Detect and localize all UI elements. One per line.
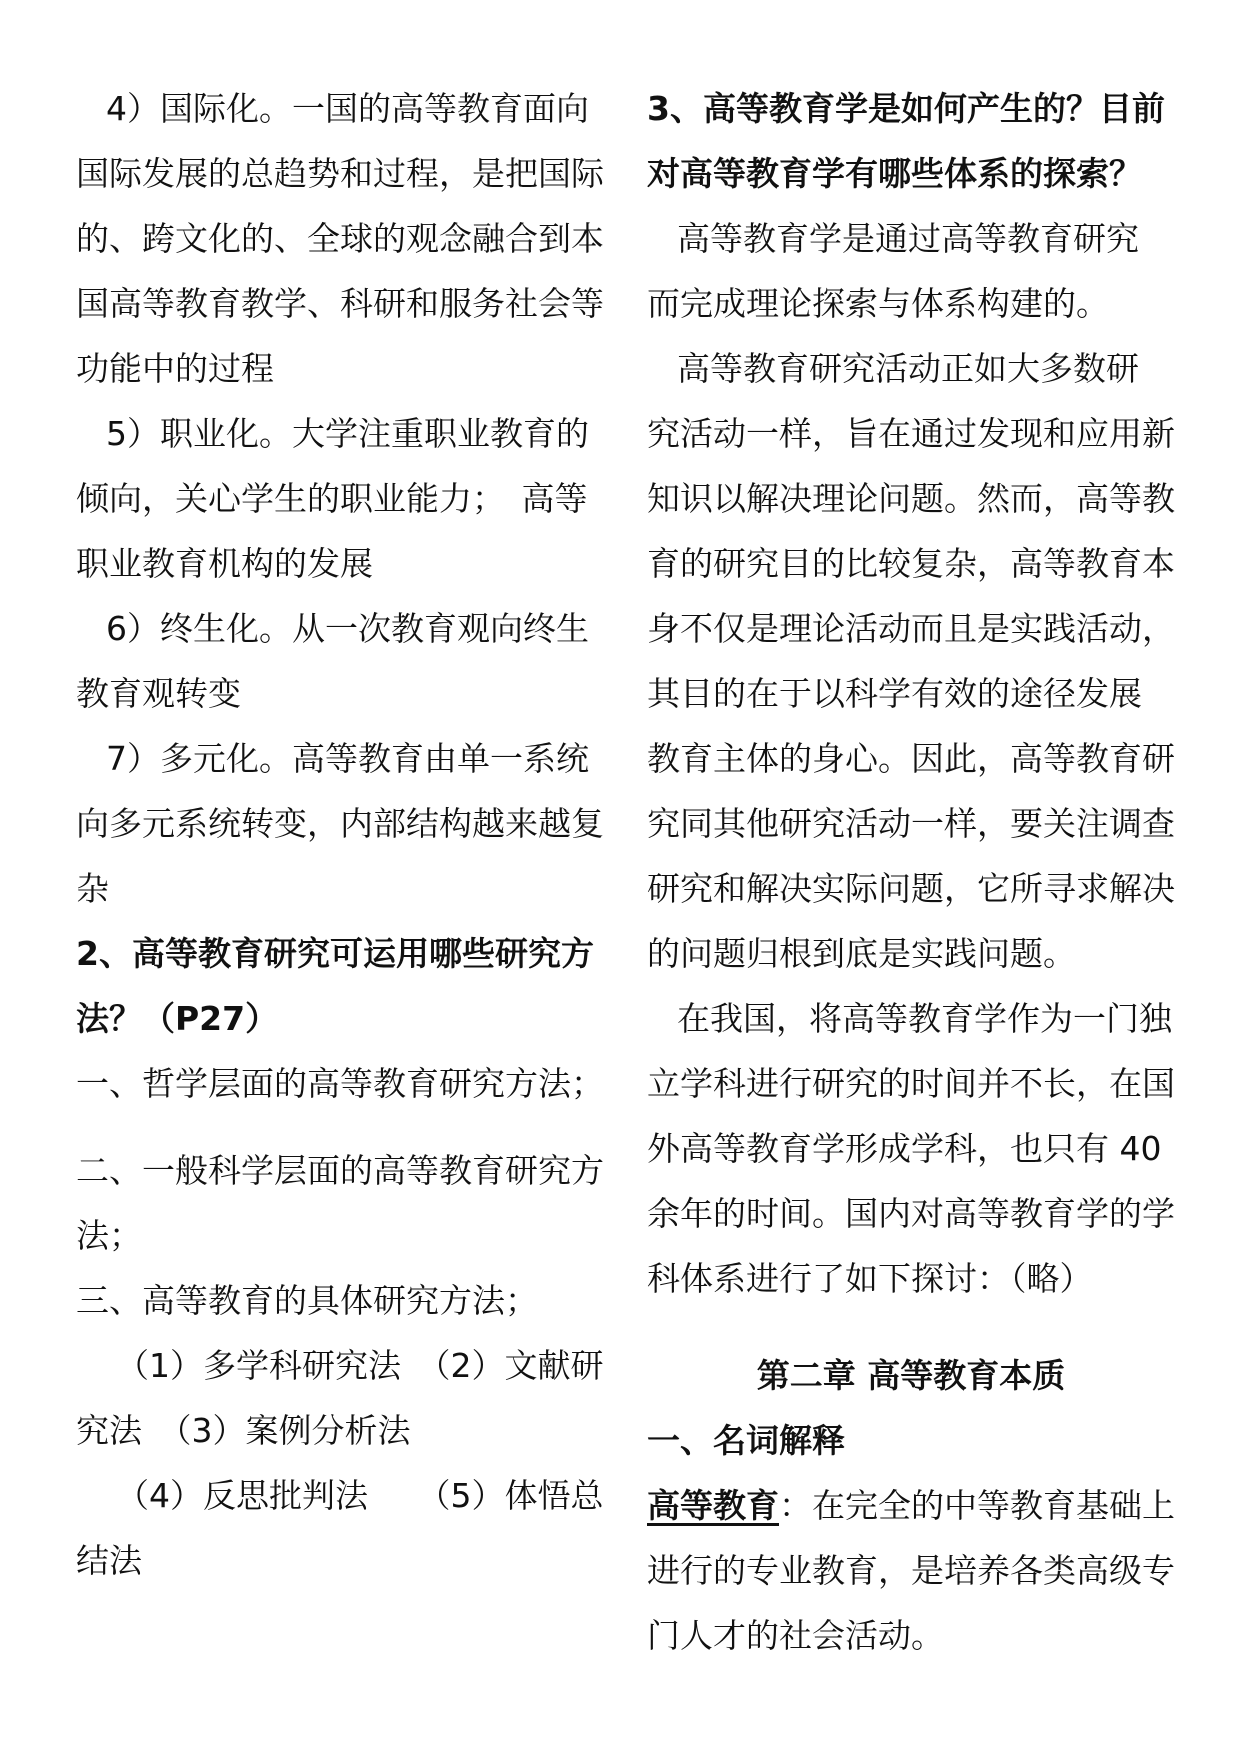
question-2-heading-line-2: 法？（P27） xyxy=(76,999,279,1038)
method-list-line-3: （4）反思批判法 （5）体悟总 xyxy=(116,1476,604,1515)
answer-3-p2-line-7: 教育主体的身心。因此，高等教育研 xyxy=(647,739,1175,778)
answer-3-p1-line-2: 而完成理论探索与体系构建的。 xyxy=(647,284,1109,323)
definition-line-3: 门人才的社会活动。 xyxy=(647,1616,944,1655)
paragraph-internationalization-line-1: 4）国际化。一国的高等教育面向 xyxy=(106,89,589,128)
section-heading: 一、名词解释 xyxy=(647,1421,845,1460)
answer-3-p3-line-4: 余年的时间。国内对高等教育学的学 xyxy=(647,1194,1175,1233)
method-list-line-2: 究法 （3）案例分析法 xyxy=(76,1411,411,1450)
question-2-heading-line-1: 2、高等教育研究可运用哪些研究方 xyxy=(76,934,594,973)
spacer xyxy=(647,1311,1175,1343)
method-general-science-line-1: 二、一般科学层面的高等教育研究方 xyxy=(76,1151,604,1190)
answer-3-p2-line-10: 的问题归根到底是实践问题。 xyxy=(647,934,1076,973)
paragraph-internationalization-line-2: 国际发展的总趋势和过程，是把国际 xyxy=(76,154,604,193)
question-3-heading-line-1: 3、高等教育学是如何产生的？目前 xyxy=(647,89,1165,128)
question-3-heading-line-2: 对高等教育学有哪些体系的探索？ xyxy=(647,154,1142,193)
answer-3-p2-line-6: 其目的在于以科学有效的途径发展 xyxy=(647,674,1142,713)
answer-3-p2-line-5: 身不仅是理论活动而且是实践活动， xyxy=(647,609,1175,648)
answer-3-p3-line-3: 外高等教育学形成学科，也只有 40 xyxy=(647,1129,1162,1168)
paragraph-diversification-line-1: 7）多元化。高等教育由单一系统 xyxy=(106,739,589,778)
method-list-line-4: 结法 xyxy=(76,1541,142,1580)
left-column xyxy=(76,76,611,1593)
answer-3-p2-line-4: 育的研究目的比较复杂，高等教育本 xyxy=(647,544,1175,583)
paragraph-internationalization-line-5: 功能中的过程 xyxy=(76,349,274,388)
paragraph-lifelong-line-2: 教育观转变 xyxy=(76,674,241,713)
answer-3-p2-line-3: 知识以解决理论问题。然而，高等教 xyxy=(647,479,1175,518)
method-list-line-1: （1）多学科研究法 （2）文献研 xyxy=(116,1346,604,1385)
paragraph-lifelong-line-1: 6）终生化。从一次教育观向终生 xyxy=(106,609,589,648)
right-column xyxy=(647,76,1175,1668)
method-specific: 三、高等教育的具体研究方法； xyxy=(76,1281,538,1320)
paragraph-diversification-line-3: 杂 xyxy=(76,869,109,908)
spacer xyxy=(76,1116,611,1138)
method-general-science-line-2: 法； xyxy=(76,1216,142,1255)
paragraph-vocationalization-line-3: 职业教育机构的发展 xyxy=(76,544,373,583)
definition-line-1 xyxy=(647,1473,1175,1538)
chapter-title: 第二章 高等教育本质 xyxy=(756,1356,1066,1395)
paragraph-internationalization-line-3: 的、跨文化的、全球的观念融合到本 xyxy=(76,219,604,258)
paragraph-vocationalization-line-1: 5）职业化。大学注重职业教育的 xyxy=(106,414,589,453)
answer-3-p1-line-1: 高等教育学是通过高等教育研究 xyxy=(677,219,1139,258)
answer-3-p2-line-1: 高等教育研究活动正如大多数研 xyxy=(677,349,1139,388)
answer-3-p3-line-5: 科体系进行了如下探讨：（略） xyxy=(647,1259,1093,1298)
definition-line-2: 进行的专业教育，是培养各类高级专 xyxy=(647,1551,1175,1590)
paragraph-vocationalization-line-2: 倾向，关心学生的职业能力； 高等 xyxy=(76,479,588,518)
definition-text: ：在完全的中等教育基础上 xyxy=(779,1486,1175,1525)
method-philosophical: 一、哲学层面的高等教育研究方法； xyxy=(76,1064,604,1103)
answer-3-p2-line-2: 究活动一样，旨在通过发现和应用新 xyxy=(647,414,1175,453)
answer-3-p3-line-1: 在我国，将高等教育学作为一门独 xyxy=(677,999,1172,1038)
paragraph-diversification-line-2: 向多元系统转变，内部结构越来越复 xyxy=(76,804,604,843)
paragraph-internationalization-line-4: 国高等教育教学、科研和服务社会等 xyxy=(76,284,604,323)
answer-3-p2-line-9: 研究和解决实际问题，它所寻求解决 xyxy=(647,869,1175,908)
defined-term: 高等教育 xyxy=(647,1486,779,1525)
answer-3-p2-line-8: 究同其他研究活动一样，要关注调查 xyxy=(647,804,1175,843)
answer-3-p3-line-2: 立学科进行研究的时间并不长，在国 xyxy=(647,1064,1175,1103)
